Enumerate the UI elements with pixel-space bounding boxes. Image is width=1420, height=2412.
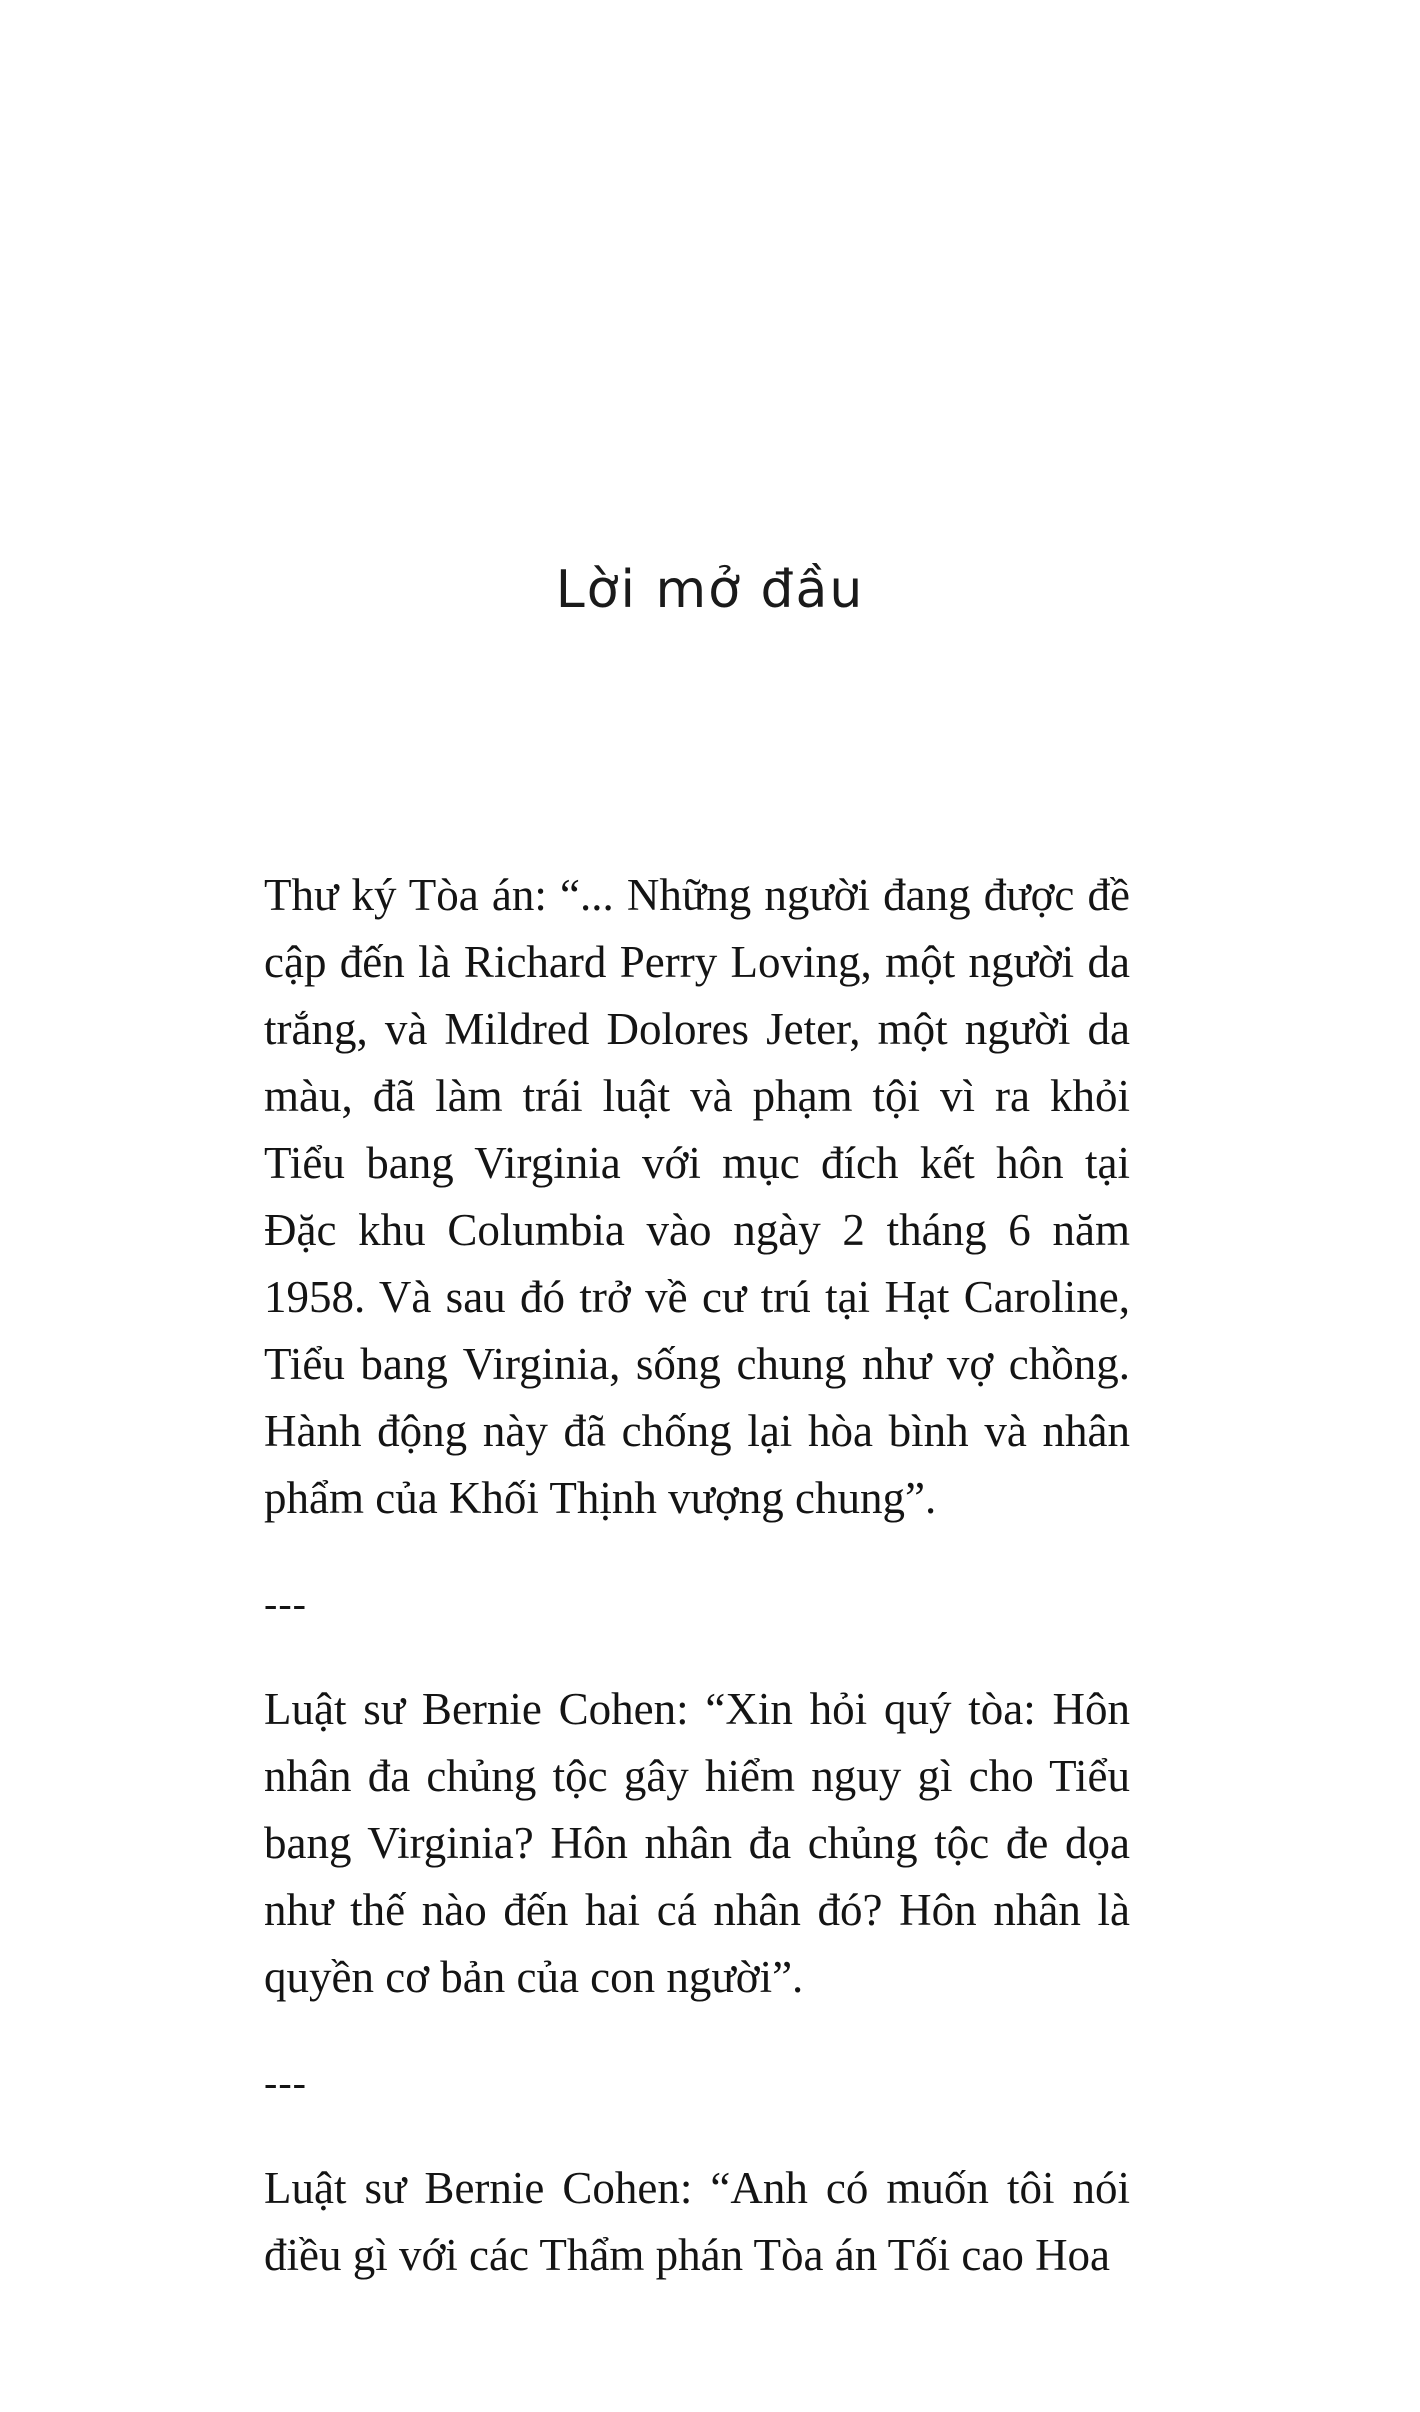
paragraph-cohen-statement: Luật sư Bernie Cohen: “Anh có muốn tôi nói điều gì với các Thẩm phán Tòa án Tối cao Hoa (264, 2163, 1130, 2280)
paragraph-court-clerk: Thư ký Tòa án: “... Những người đang được đề cập đến là Richard Perry Loving, một người da trắng, và Mildred Dolores Jeter, một người da màu, đã làm trái luật và phạm tội vì ra khỏi Tiểu bang Virginia với mục đích kết hôn tại Đặc khu Columbia vào ngày 2 tháng 6 năm 1958. Và sau đó trở về cư trú tại Hạt Caroline, Tiểu bang Virginia, sống chung như vợ chồng. Hành động này đã chống lại hòa bình và nhân phẩm của Khối Thịnh vượng chung”. (264, 870, 1130, 1523)
section-separator: --- (264, 2060, 307, 2105)
section-separator: --- (264, 1581, 307, 1626)
paragraph-cohen-question: Luật sư Bernie Cohen: “Xin hỏi quý tòa: Hôn nhân đa chủng tộc gây hiểm nguy gì cho Tiểu bang Virginia? Hôn nhân đa chủng tộc đe dọa như thế nào đến hai cá nhân đó? Hôn nhân là quyền cơ bản của con người”. (264, 1684, 1130, 2002)
page-title: Lời mở đầu (555, 560, 865, 620)
body-text (264, 862, 1130, 2289)
